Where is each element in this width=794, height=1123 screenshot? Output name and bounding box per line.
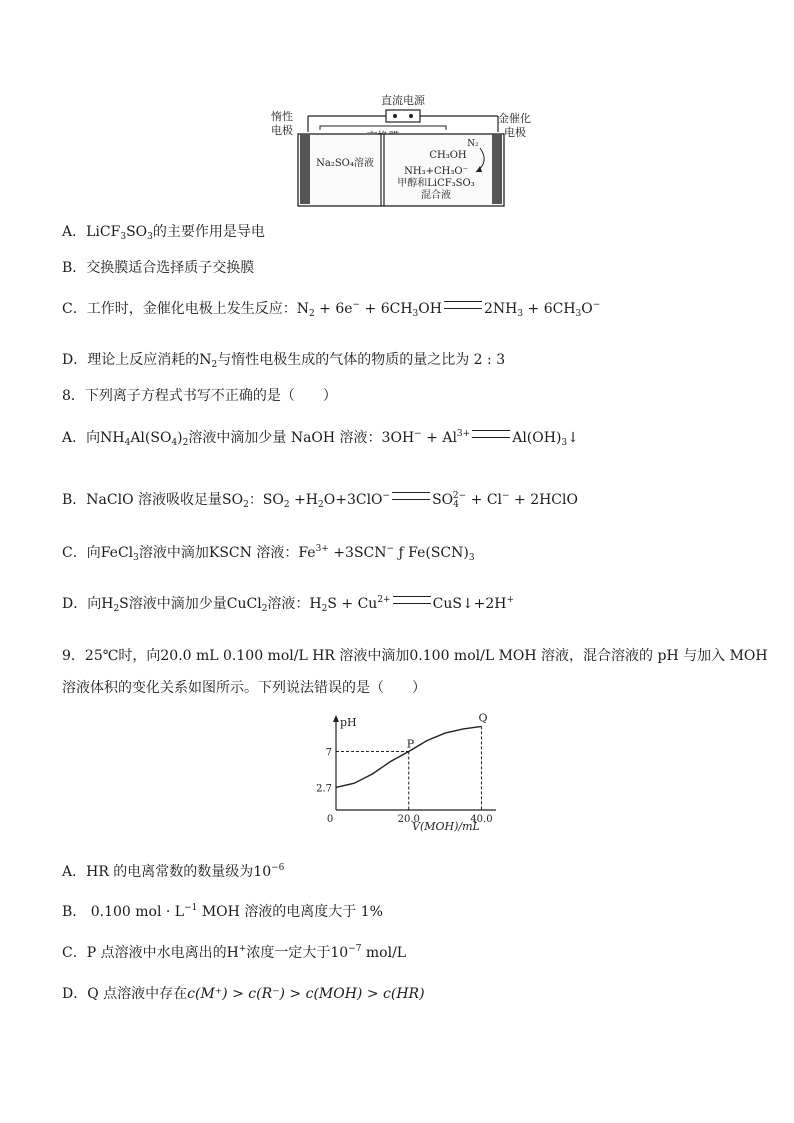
left-solution-label: Na₂SO₄溶液	[316, 158, 374, 169]
q9-option-a: A．HR 的电离常数的数量级为$10^{-6}$	[62, 863, 285, 880]
q7-option-c: C．工作时，金催化电极上发生反应：$N_2 + 6e^- + 6CH_3OH$ $2NH_3 + 6CH_3O^-$	[62, 300, 601, 319]
q7-option-d: D．理论上反应消耗的$N_2$与惰性电极生成的气体的物质的量之比为 2 : 3	[62, 352, 506, 370]
electrolysis-diagram	[268, 92, 538, 212]
q8-stem: 8．下列离子方程式书写不正确的是（ ）	[62, 388, 337, 404]
q8-option-c: C．向FeCl$_3$溶液中滴加KSCN 溶液：$Fe^{3+} +3SCN^-$ ƒ $Fe(SCN)_3$	[62, 544, 475, 563]
q9-stem-1: 9．25℃时，向20.0 mL 0.100 mol/L HR 溶液中滴加0.100 mol/L MOH 溶液，混合溶液的 pH 与加入 MOH	[62, 648, 768, 664]
ph-titration-chart	[300, 712, 500, 834]
y-tick-label: 7	[325, 747, 332, 759]
q7-option-a: A．$LiCF_3SO_3$的主要作用是导电	[62, 224, 265, 242]
point-q-label: Q	[478, 712, 488, 725]
origin-tick: 0	[326, 814, 334, 825]
x-axis-label: V(MOH)/mL	[412, 820, 480, 833]
q9-option-c: C．P 点溶液中水电离出的H+浓度一定大于$10^{-7}$ mol/L	[62, 944, 407, 961]
left-electrode-label-2: 电极	[271, 124, 293, 137]
q9-option-d: D．Q 点溶液中存在c(M⁺) > c(R⁻) > c(MOH) > c(HR)	[62, 986, 425, 1002]
q9-option-b: B． 0.100 mol · $L^{-1}$ MOH 溶液的电离度大于 1%	[62, 903, 383, 920]
ch3oh-label: CH₃OH	[429, 150, 467, 161]
n2-label: N₂	[467, 139, 479, 149]
q7-option-b: B．交换膜适合选择质子交换膜	[62, 260, 255, 276]
y-axis-label: pH	[340, 716, 357, 729]
y-tick-label: 2.7	[316, 783, 332, 795]
right-electrode-label-1: 金催化	[498, 112, 531, 125]
power-label: 直流电源	[381, 94, 425, 107]
q8-option-a: A．向$NH_4Al(SO_4)_2$溶液中滴加少量 NaOH 溶液：$3OH^- + Al^{3+}$ $Al(OH)_3↓$	[62, 429, 579, 448]
q9-stem-2: 溶液体积的变化关系如图所示。下列说法错误的是（ ）	[62, 680, 426, 696]
product-label: NH₃+CH₃O⁻	[404, 166, 468, 177]
right-electrode-label-2: 电极	[504, 126, 526, 139]
right-solution-label-1: 甲醇和LiCF₃SO₃	[397, 178, 475, 189]
x-tick-label: 20.0	[397, 814, 420, 825]
q8-option-b: B．NaClO 溶液吸收足量$SO_2$：$SO_2 +H_2O+3ClO^-$ $SO_4^{2-} + Cl^-$ + 2HClO	[62, 491, 578, 510]
x-tick-label: 40.0	[470, 814, 493, 825]
left-electrode-label-1: 惰性	[271, 110, 293, 123]
inert-electrode	[300, 134, 310, 204]
q8-option-d: D．向$H_2S$溶液中滴加少量CuCl$_2$溶液：$H_2S + Cu^{2+}$ CuS↓+2H+	[62, 595, 515, 614]
point-p-label: P	[406, 737, 415, 751]
gold-electrode	[492, 134, 502, 204]
right-solution-label-2: 混合液	[421, 190, 451, 201]
